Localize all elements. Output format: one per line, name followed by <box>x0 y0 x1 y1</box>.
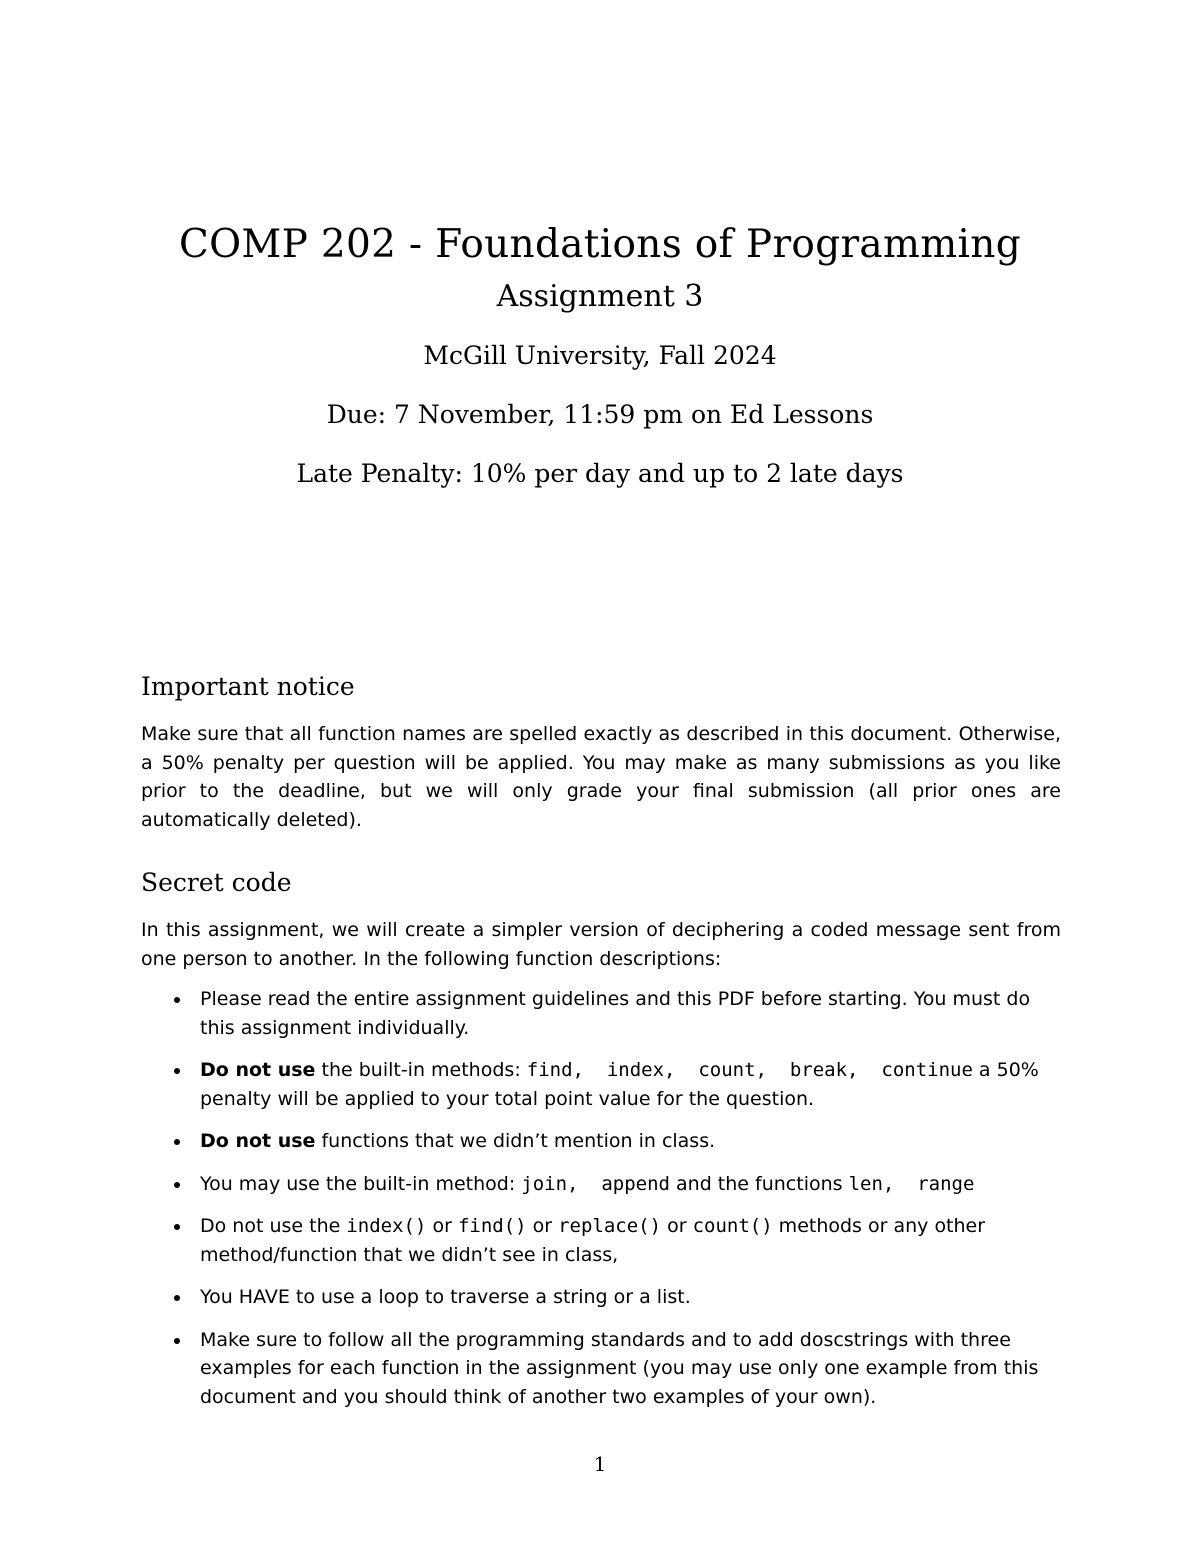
list-item <box>141 1212 1061 1269</box>
bullet-code: join, append <box>521 1172 670 1195</box>
bullet-icon <box>174 997 180 1003</box>
bullet-code: len, range <box>848 1172 975 1195</box>
bullet-text: a 50% penalty will be applied to your total point value for the question. <box>200 1059 1039 1110</box>
bullet-text: or <box>526 1215 559 1237</box>
late-penalty: Late Penalty: 10% per day and up to 2 late days <box>296 459 904 488</box>
bullet-text: or <box>426 1215 458 1237</box>
list-item <box>141 1127 1061 1156</box>
bullet-text: and the functions <box>669 1172 849 1195</box>
list-item <box>141 1056 1061 1113</box>
secret-code-intro: In this assignment, we will create a simpler version of deciphering a coded message sent from one person to another. In the following function descriptions: <box>141 919 1061 970</box>
page-number: 1 <box>593 1452 607 1476</box>
bullet-code: count() <box>692 1215 773 1237</box>
bullet-icon <box>174 1068 180 1074</box>
bullet-icon <box>174 1182 180 1188</box>
list-item <box>141 1283 1061 1312</box>
important-notice-text: Make sure that all function names are spelled exactly as described in this document. Otherwise, a 50% penalty per question will be applied. You may make as many submissions as you like prior to the deadline, but we will only grade your final submission (all prior ones are automatically deleted). <box>141 723 1061 831</box>
bullet-icon <box>174 1224 180 1230</box>
bullet-bold-text: Do not use <box>200 1059 316 1081</box>
bullet-bold-text: Do not use <box>200 1130 316 1152</box>
bullet-text: or <box>661 1215 693 1237</box>
bullet-code: find, index, count, break, continue <box>526 1059 973 1081</box>
bullet-icon <box>174 1139 180 1145</box>
bullet-text: Please read the entire assignment guidelines and this PDF before starting. You must do this assignment individually. <box>200 988 1031 1039</box>
guidelines-list <box>141 985 1061 1425</box>
bullet-text: the built-in methods: <box>315 1059 527 1081</box>
important-notice-heading: Important notice <box>141 672 355 701</box>
list-item <box>141 985 1061 1042</box>
document-title: COMP 202 - Foundations of Programming <box>179 222 1021 267</box>
bullet-text: methods or any other method/function that we didn’t see in class, <box>200 1215 986 1266</box>
university-term: McGill University, Fall 2024 <box>423 341 777 370</box>
bullet-icon <box>174 1338 180 1344</box>
due-date: Due: 7 November, 11:59 pm on Ed Lessons <box>326 400 874 429</box>
bullet-text: Make sure to follow all the programming standards and to add doscstrings with three examples for each function in the assignment (you may use only one example from this document and you should think of another two examples of your own). <box>200 1328 1039 1408</box>
list-item <box>141 1170 1061 1199</box>
bullet-text: You may use the built-in method: <box>200 1172 522 1195</box>
list-item <box>141 1326 1061 1412</box>
bullet-text: You HAVE to use a loop to traverse a string or a list. <box>200 1286 691 1308</box>
bullet-text: Do not use the <box>200 1215 347 1237</box>
bullet-icon <box>174 1295 180 1301</box>
bullet-text: functions that we didn’t mention in class. <box>315 1130 716 1152</box>
secret-code-heading: Secret code <box>141 868 292 897</box>
bullet-code: index() <box>346 1215 427 1237</box>
assignment-subtitle: Assignment 3 <box>496 279 704 314</box>
bullet-code: find() <box>457 1215 527 1237</box>
bullet-code: replace() <box>558 1215 662 1237</box>
